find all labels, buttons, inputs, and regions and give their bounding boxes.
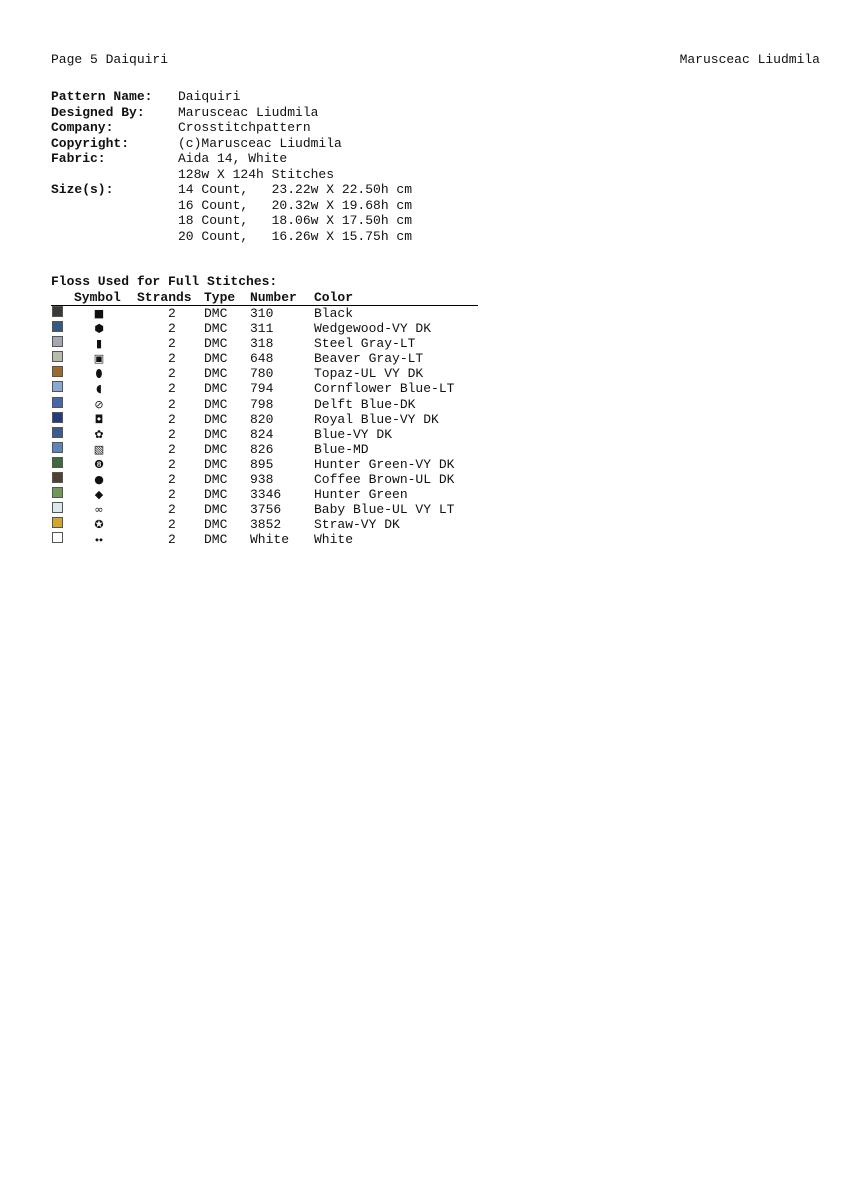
color-swatch [52, 321, 63, 332]
square-with-circle-icon: ◘ [94, 412, 104, 426]
filled-square-icon: ■ [93, 307, 105, 320]
info-row [51, 213, 412, 229]
floss-row [51, 351, 478, 366]
strands-cell: 2 [168, 426, 176, 442]
page-label: Page 5 [51, 52, 98, 67]
strands-cell: 2 [168, 502, 176, 518]
color-name-cell: Black [314, 306, 354, 321]
infinity-icon: ∞ [94, 503, 104, 517]
number-cell: 780 [250, 366, 274, 382]
strands-cell: 2 [168, 321, 176, 337]
info-value: Crosstitchpattern [178, 120, 311, 135]
floss-row [51, 412, 478, 427]
type-cell: DMC [204, 396, 228, 412]
info-value: 16 Count, 20.32w X 19.68h cm [178, 197, 413, 213]
color-name-cell: Cornflower Blue-LT [314, 381, 455, 397]
strands-cell: 2 [168, 381, 176, 397]
hexagon-icon: ⬢ [94, 322, 104, 336]
floss-row [51, 336, 478, 351]
info-value: 20 Count, 16.26w X 15.75h cm [178, 228, 413, 244]
floss-row [51, 306, 478, 321]
floss-row [51, 532, 478, 547]
number-cell: 820 [250, 411, 274, 427]
color-name-cell: Blue-MD [314, 441, 369, 457]
info-value: Daiquiri [178, 89, 241, 104]
color-swatch [52, 397, 63, 408]
type-cell: DMC [204, 517, 228, 533]
col-type: Type [204, 290, 236, 305]
number-cell: 3852 [250, 517, 282, 533]
info-key: Size(s): [51, 182, 114, 197]
type-cell: DMC [204, 532, 228, 548]
number-cell: White [250, 532, 290, 548]
strands-cell: 2 [168, 517, 176, 533]
info-row [51, 89, 412, 105]
type-cell: DMC [204, 487, 228, 503]
floss-table-header [51, 290, 478, 306]
info-value: Marusceac Liudmila [178, 104, 319, 120]
col-strands: Strands [137, 290, 192, 305]
color-name-cell: Straw-VY DK [314, 517, 400, 533]
type-cell: DMC [204, 366, 228, 382]
info-row [51, 136, 412, 152]
strands-cell: 2 [168, 456, 176, 472]
info-row [51, 182, 412, 198]
floss-row [51, 397, 478, 412]
number-cell: 3346 [250, 487, 282, 503]
color-swatch [52, 351, 63, 362]
color-swatch [52, 487, 63, 498]
number-cell: 895 [250, 456, 274, 472]
info-key: Fabric: [51, 151, 106, 166]
color-name-cell: Royal Blue-VY DK [314, 411, 439, 427]
floss-row [51, 321, 478, 336]
color-swatch [52, 412, 63, 423]
slanted-pill-icon: ⬮ [95, 367, 103, 381]
color-swatch [52, 457, 63, 468]
diamond-icon: ◆ [94, 488, 104, 502]
type-cell: DMC [204, 441, 228, 457]
type-cell: DMC [204, 351, 228, 367]
number-cell: 826 [250, 441, 274, 457]
type-cell: DMC [204, 456, 228, 472]
strands-cell: 2 [168, 532, 176, 548]
info-row [51, 105, 412, 121]
type-cell: DMC [204, 426, 228, 442]
number-cell: 311 [250, 321, 274, 337]
info-value: (c)Marusceac Liudmila [178, 135, 342, 151]
floss-title: Floss Used for Full Stitches: [51, 274, 278, 289]
color-name-cell: Baby Blue-UL VY LT [314, 502, 455, 518]
type-cell: DMC [204, 502, 228, 518]
strands-cell: 2 [168, 487, 176, 503]
filled-circle-icon: ● [94, 473, 104, 487]
info-row [51, 120, 412, 136]
strands-cell: 2 [168, 441, 176, 457]
color-swatch [52, 502, 63, 513]
info-key: Pattern Name: [51, 89, 153, 104]
vertical-bar-icon: ▮ [95, 337, 103, 351]
info-key: Company: [51, 120, 114, 135]
number-cell: 310 [250, 306, 274, 321]
pattern-info [51, 89, 412, 244]
info-key [51, 167, 178, 183]
color-name-cell: Topaz-UL VY DK [314, 366, 424, 382]
info-row [51, 167, 412, 183]
floss-row [51, 472, 478, 487]
number-cell: 798 [250, 396, 274, 412]
info-value: Aida 14, White [178, 151, 288, 166]
floss-table [51, 290, 478, 548]
half-circle-icon: ◖ [96, 382, 102, 396]
color-name-cell: White [314, 532, 354, 548]
number-cell: 3756 [250, 502, 282, 518]
info-row [51, 198, 412, 214]
info-key [51, 229, 178, 245]
strands-cell: 2 [168, 366, 176, 382]
strands-cell: 2 [168, 472, 176, 488]
color-swatch [52, 381, 63, 392]
col-symbol: Symbol [74, 290, 121, 305]
color-name-cell: Steel Gray-LT [314, 336, 416, 352]
info-key: Designed By: [51, 104, 145, 120]
floss-row [51, 381, 478, 396]
double-dot-icon: ⬩⬩ [95, 533, 103, 547]
color-name-cell: Beaver Gray-LT [314, 351, 424, 367]
info-key: Copyright: [51, 135, 130, 151]
color-swatch [52, 427, 63, 438]
floss-row [51, 502, 478, 517]
type-cell: DMC [204, 381, 228, 397]
page-header-left [51, 52, 168, 67]
info-value: 18 Count, 18.06w X 17.50h cm [178, 213, 413, 228]
strands-cell: 2 [168, 336, 176, 352]
floss-rows [51, 306, 478, 548]
strands-cell: 2 [168, 396, 176, 412]
color-swatch [52, 532, 63, 543]
strands-cell: 2 [168, 306, 176, 321]
color-name-cell: Blue-VY DK [314, 426, 393, 442]
color-name-cell: Delft Blue-DK [314, 396, 416, 412]
number-cell: 938 [250, 472, 274, 488]
floss-row [51, 427, 478, 442]
flower-icon: ✿ [94, 427, 104, 441]
color-swatch [52, 442, 63, 453]
type-cell: DMC [204, 336, 228, 352]
hatched-square-icon: ▧ [93, 442, 105, 456]
pattern-name-header: Daiquiri [105, 52, 169, 67]
number-cell: 794 [250, 381, 274, 397]
col-number: Number [250, 290, 297, 305]
number-cell: 648 [250, 351, 274, 367]
type-cell: DMC [204, 411, 228, 427]
strands-cell: 2 [168, 411, 176, 427]
col-color: Color [314, 290, 354, 305]
color-swatch [52, 517, 63, 528]
color-swatch [52, 366, 63, 377]
circled-star-icon: ✪ [94, 518, 104, 532]
color-name-cell: Wedgewood-VY DK [314, 321, 432, 337]
floss-row [51, 487, 478, 502]
color-swatch [52, 472, 63, 483]
type-cell: DMC [204, 321, 228, 337]
floss-row [51, 457, 478, 472]
info-value: 128w X 124h Stitches [178, 166, 335, 182]
info-row [51, 229, 412, 245]
type-cell: DMC [204, 472, 228, 488]
nested-square-icon: ▣ [93, 352, 105, 366]
info-row [51, 151, 412, 167]
floss-row [51, 366, 478, 381]
number-cell: 318 [250, 336, 274, 352]
strands-cell: 2 [168, 351, 176, 367]
color-swatch [52, 306, 63, 317]
circled-eight-icon: ❽ [94, 457, 104, 471]
info-key [51, 198, 178, 214]
circle-slash-icon: ⊘ [94, 397, 104, 411]
color-swatch [52, 336, 63, 347]
floss-row [51, 517, 478, 532]
type-cell: DMC [204, 306, 228, 321]
floss-row [51, 442, 478, 457]
color-name-cell: Hunter Green [314, 487, 408, 503]
author-header: Marusceac Liudmila [679, 52, 820, 67]
color-name-cell: Coffee Brown-UL DK [314, 472, 455, 488]
number-cell: 824 [250, 426, 274, 442]
info-value: 14 Count, 23.22w X 22.50h cm [178, 182, 413, 197]
color-name-cell: Hunter Green-VY DK [314, 456, 455, 472]
info-key [51, 213, 178, 229]
